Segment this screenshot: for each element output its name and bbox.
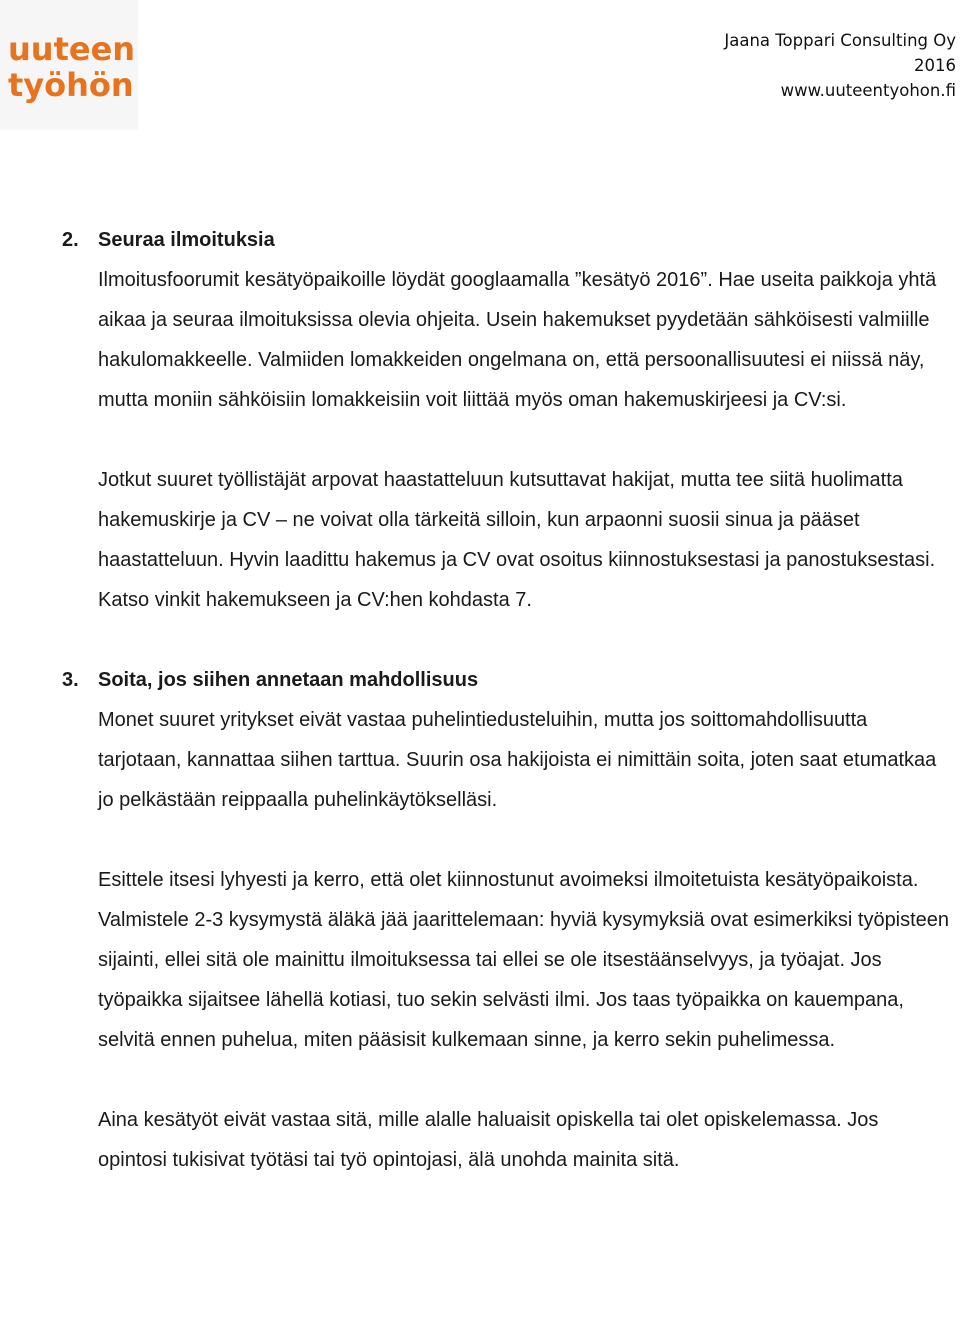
- company-logo: [0, 0, 138, 130]
- document-body: [62, 220, 952, 1180]
- paragraph-spacer: [98, 820, 952, 860]
- section-2: [62, 220, 952, 620]
- company-name: Jaana Toppari Consulting Oy: [724, 31, 956, 50]
- paragraph-spacer: [98, 420, 952, 460]
- logo-graphic: [0, 0, 138, 130]
- header-info: [724, 28, 956, 103]
- document-year: 2016: [914, 56, 956, 75]
- section-heading: Soita, jos siihen annetaan mahdollisuus: [98, 669, 479, 691]
- section-number: 2.: [62, 229, 79, 251]
- paragraph-spacer: [98, 1060, 952, 1100]
- section-spacer: [62, 620, 952, 660]
- paragraph: Ilmoitusfoorumit kesätyöpaikoille löydät googlaamalla ”kesätyö 2016”. Hae useita paikkoja yhtä aikaa ja seuraa ilmoituksissa olevia ohjeita. Usein hakemukset pyydetään sähköisesti valmiille hakulomakkeelle. Valmiiden lomakkeiden ongelmana on, että persoonallisuutesi ei niissä näy, mutta moniin sähköisiin lomakkeisiin voit liittää myös oman hakemuskirjeesi ja CV:si.: [98, 269, 937, 411]
- logo-line1: uuteen: [8, 30, 136, 68]
- paragraph: Aina kesätyöt eivät vastaa sitä, mille alalle haluaisit opiskella tai olet opiskelemassa. Jos opintosi tukisivat työtäsi tai työ opintojasi, älä unohda mainita sitä.: [98, 1109, 879, 1171]
- section-3: [62, 660, 952, 1180]
- section-heading: Seuraa ilmoituksia: [98, 229, 275, 251]
- paragraph: Esittele itsesi lyhyesti ja kerro, että olet kiinnostunut avoimeksi ilmoitetuista kesätyöpaikoista. Valmistele 2-3 kysymystä äläkä jää jaarittelemaan: hyviä kysymyksiä ovat esimerkiksi työpisteen sijainti, ellei sitä ole mainittu ilmoituksessa tai ellei se ole itsestäänselvyys, ja työajat. Jos työpaikka sijaitsee lähellä kotiasi, tuo sekin selvästi ilmi. Jos taas työpaikka on kauempana, selvitä ennen puhelua, miten pääsisit kulkemaan sinne, ja kerro sekin puhelimessa.: [98, 869, 950, 1051]
- paragraph: Monet suuret yritykset eivät vastaa puhelintiedusteluihin, mutta jos soittomahdollisuutta tarjotaan, kannattaa siihen tarttua. Suurin osa hakijoista ei nimittäin soita, joten saat etumatkaa jo pelkästään reippaalla puhelinkäytökselläsi.: [98, 709, 937, 811]
- paragraph: Jotkut suuret työllistäjät arpovat haastatteluun kutsuttavat hakijat, mutta tee siitä huolimatta hakemuskirje ja CV – ne voivat olla tärkeitä silloin, kun arpaonni suosii sinua ja pääset haastatteluun. Hyvin laadittu hakemus ja CV ovat osoitus kiinnostuksestasi ja panostuksestasi. Katso vinkit hakemukseen ja CV:hen kohdasta 7.: [98, 469, 936, 611]
- section-number: 3.: [62, 669, 79, 691]
- company-website: www.uuteentyohon.fi: [780, 81, 956, 100]
- logo-line2: työhön: [8, 66, 134, 104]
